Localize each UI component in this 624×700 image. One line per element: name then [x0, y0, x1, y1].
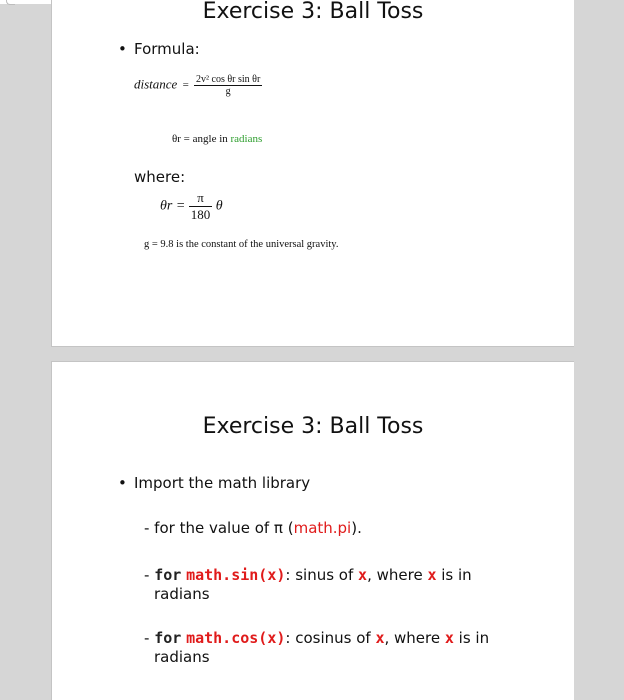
line-math-sin: [144, 566, 472, 584]
conversion-numerator: π: [197, 190, 204, 205]
line-suffix: ).: [351, 519, 362, 537]
var-x: x: [358, 566, 368, 584]
where-label: where:: [134, 168, 186, 186]
slide-2: [52, 362, 574, 700]
slide-1: [52, 0, 574, 346]
conversion-fraction: [189, 190, 213, 223]
math-pi-code: math.pi: [293, 519, 352, 537]
line-mid: : sinus of: [285, 566, 359, 584]
conversion-denominator: 180: [190, 207, 211, 222]
var-x: x: [427, 566, 437, 584]
bullet-import: [118, 474, 310, 492]
line-math-sin-wrap: radians: [154, 585, 210, 603]
line-end: is in: [453, 629, 490, 647]
distance-formula: [134, 74, 262, 97]
slide-title: Exercise 3: Ball Toss: [202, 0, 424, 24]
bullet-dot: •: [118, 474, 127, 492]
math-sin-code: math.sin(x): [186, 566, 286, 584]
theta-definition: [172, 133, 262, 145]
keyword-for: for: [154, 629, 182, 647]
right-gutter: [574, 0, 624, 700]
formula-equals: =: [182, 79, 189, 92]
line-end: is in: [436, 566, 472, 584]
line-math-cos: [144, 629, 489, 647]
bullet-dot: •: [118, 40, 127, 58]
keyword-for: for: [154, 566, 182, 584]
line-dash: -: [144, 566, 155, 584]
line-mid2: , where: [384, 629, 445, 647]
formula-denominator: g: [194, 85, 262, 97]
line-mid2: , where: [367, 566, 428, 584]
radians-word: radians: [230, 133, 263, 145]
math-cos-code: math.cos(x): [186, 629, 286, 647]
theta-definition-text: θr = angle in: [172, 133, 231, 145]
formula-fraction: [194, 74, 262, 97]
bullet-formula: [118, 40, 200, 58]
window-corner: [6, 0, 15, 5]
var-x: x: [375, 629, 385, 647]
var-x: x: [444, 629, 454, 647]
formula-lhs: distance: [134, 76, 178, 92]
formula-numerator: 2v² cos θr sin θr: [196, 74, 261, 85]
slide-title: Exercise 3: Ball Toss: [202, 414, 424, 439]
line-dash: -: [144, 629, 155, 647]
bullet-label: Import the math library: [134, 474, 311, 492]
conversion-formula: [160, 190, 223, 223]
line-mid: : cosinus of: [285, 629, 376, 647]
bullet-label: Formula:: [134, 40, 200, 58]
gravity-note: g = 9.8 is the constant of the universal gravity.: [144, 239, 339, 250]
conversion-rhs: θ: [215, 198, 223, 214]
line-math-cos-wrap: radians: [154, 648, 210, 666]
line-math-pi: [144, 519, 362, 537]
line-prefix: - for the value of π (: [144, 519, 294, 537]
conversion-lhs: θr =: [160, 198, 186, 214]
